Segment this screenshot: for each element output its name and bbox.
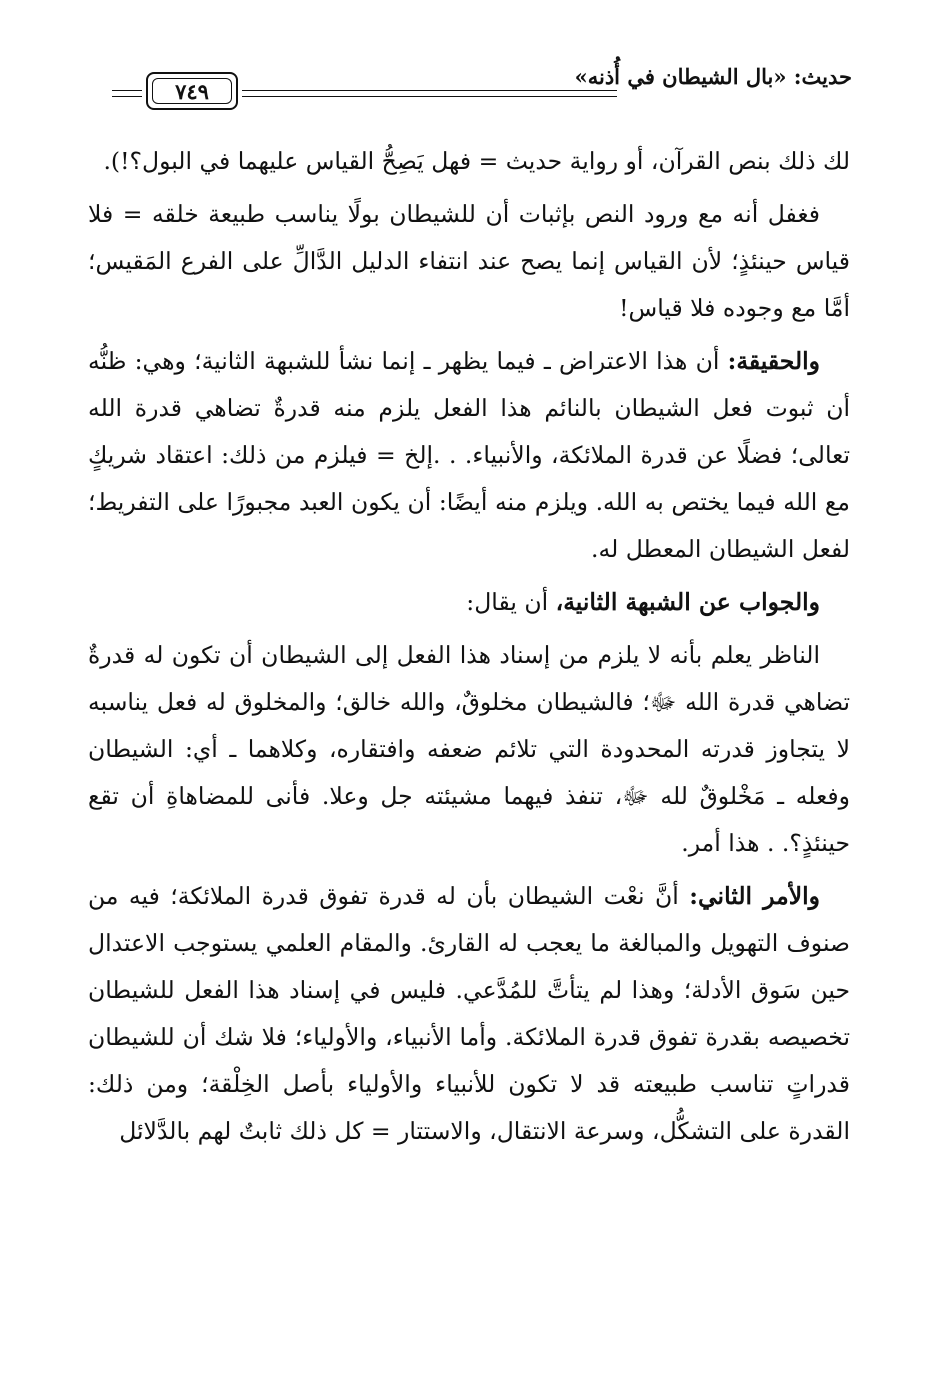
paragraph-lead: والحقيقة:: [727, 347, 820, 375]
header-rule: [112, 78, 617, 112]
paragraph-3: [88, 338, 850, 573]
page-number: ٧٤٩: [152, 78, 232, 104]
rule-line-right-bottom: [242, 96, 617, 97]
rule-line-left-top: [112, 90, 142, 91]
paragraph-1: [88, 138, 850, 185]
rule-line-right-top: [242, 90, 617, 91]
running-title: حديث: «بال الشيطان في أُذنه»: [574, 64, 852, 89]
paragraph-text: أن هذا الاعتراض ـ فيما يظهر ـ إنما نشأ للشبهة الثانية؛ وهي: ظنُّه أن ثبوت فعل الشيطان بالنائم هذا الفعل يلزم منه قدرةٌ تضاهي قدرة الله تعالى؛ فضلًا عن قدرة الملائكة، والأنبياء. . .إلخ = فيلزم من ذلك: اعتقاد شريكٍ مع الله فيما يختص به الله. ويلزم منه أيضًا: أن يكون العبد مجبورًا على التفريط؛ لفعل الشيطان المعطل له.: [88, 347, 850, 563]
paragraph-text: أن يقال:: [466, 588, 556, 616]
page-number-frame: [146, 72, 238, 110]
paragraph-2: [88, 191, 850, 332]
paragraph-lead: والأمر الثاني:: [689, 882, 820, 910]
page-header: [112, 62, 852, 118]
paragraph-5: [88, 632, 850, 867]
paragraph-text: أنَّ نعْت الشيطان بأن له قدرة تفوق قدرة الملائكة؛ فيه من صنوف التهويل والمبالغة ما يعجب له القارئ. والمقام العلمي يستوجب الاعتدال حين سَوق الأدلة؛ وهذا لم يتأتَّ للمُدَّعي. فليس في إسناد هذا الفعل للشيطان تخصيصه بقدرة تفوق قدرة الملائكة. وأما الأنبياء، والأولياء؛ فلا شك أن للشيطان قدراتٍ تناسب طبيعته قد لا تكون للأنبياء والأولياء بأصل الخِلْقة؛ ومن ذلك: القدرة على التشكُّل، وسرعة الانتقال، والاستتار = كل ذلك ثابتٌ لهم بالدَّلائل: [88, 882, 850, 1145]
paragraph-text: لك ذلك بنص القرآن، أو رواية حديث = فهل يَصِحُّ القياس عليهما في البول؟!).: [103, 147, 850, 175]
paragraph-4: [88, 579, 850, 626]
paragraph-text: فغفل أنه مع ورود النص بإثبات أن للشيطان بولًا يناسب طبيعة خلقه = فلا قياس حينئذٍ؛ لأن القياس إنما يصح عند انتفاء الدليل الدَّالِّ على الفرع المَقيس؛ أمَّا مع وجوده فلا قياس!: [88, 200, 850, 322]
page-body: [88, 138, 850, 1161]
paragraph-6: [88, 873, 850, 1155]
paragraph-text: الناظر يعلم بأنه لا يلزم من إسناد هذا الفعل إلى الشيطان أن تكون له قدرةٌ تضاهي قدرة الله ﷻ؛ فالشيطان مخلوقٌ، والله خالق؛ والمخلوق له فعل يناسبه لا يتجاوز قدرته المحدودة التي تلائم ضعفه وافتقاره، وكلاهما ـ أي: الشيطان وفعله ـ مَخْلوقٌ لله ﷻ، تنفذ فيهما مشيئته جل وعلا. فأنى للمضاهاةِ أن تقع حينئذٍ؟. . هذا أمر.: [88, 641, 850, 857]
rule-line-left-bottom: [112, 96, 142, 97]
paragraph-lead: والجواب عن الشبهة الثانية،: [555, 588, 820, 616]
